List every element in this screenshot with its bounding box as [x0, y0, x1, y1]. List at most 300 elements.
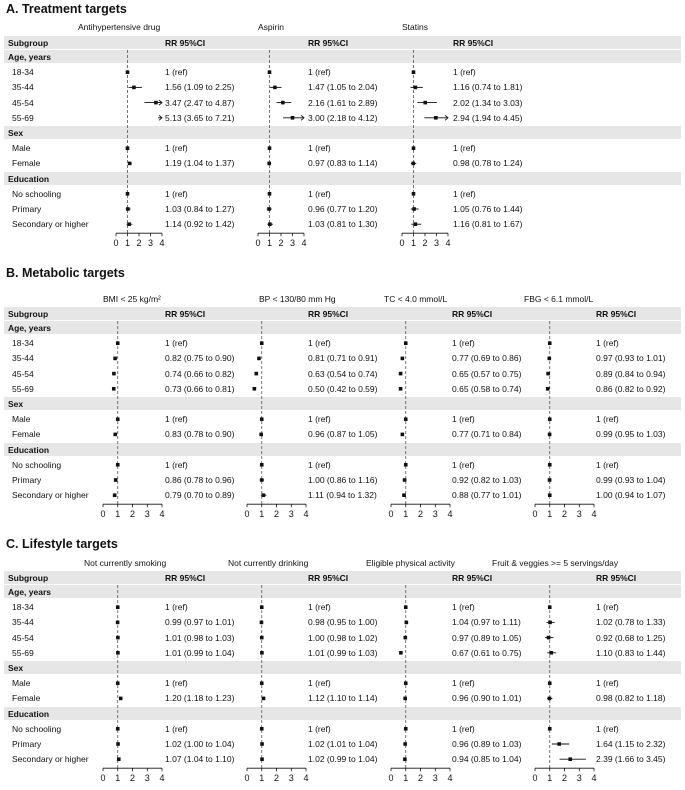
x-tick-label: 1 [266, 238, 273, 249]
point-estimate [399, 372, 403, 376]
x-tick-label: 1 [547, 509, 553, 520]
x-tick-label: 2 [129, 509, 136, 520]
rr-value: 0.99 (0.93 to 1.04) [596, 475, 666, 485]
rr-value: 1.47 (1.05 to 2.04) [308, 82, 378, 93]
rr-value: 0.77 (0.71 to 0.84) [452, 429, 522, 440]
x-tick-label: 1 [259, 773, 265, 784]
subgroup-label: Primary [12, 475, 42, 485]
column-name: Fruit & veggies >= 5 servings/day [492, 558, 619, 568]
point-estimate [281, 101, 285, 105]
rr-value: 1 (ref) [165, 143, 188, 154]
forest-plot [97, 585, 180, 790]
x-tick-label: 0 [399, 238, 405, 249]
rr-value: 0.97 (0.89 to 1.05) [452, 632, 522, 643]
rr-value: 1 (ref) [596, 459, 619, 470]
point-estimate [260, 681, 264, 685]
group-band [4, 50, 681, 63]
subgroup-label: 18-34 [12, 338, 34, 349]
point-estimate [546, 372, 550, 376]
x-tick-label: 0 [100, 773, 106, 784]
rr-value: 2.16 (1.61 to 2.89) [308, 97, 378, 108]
subgroup-label: 55-69 [12, 112, 34, 123]
point-estimate [434, 116, 438, 120]
point-estimate [119, 697, 123, 701]
x-tick-label: 3 [144, 773, 150, 784]
rr-value: 1.00 (0.86 to 1.16) [308, 475, 378, 485]
subgroup-label: Primary [12, 204, 42, 214]
forest-plot [241, 321, 324, 526]
group-label: Sex [8, 128, 24, 138]
rr-value: 2.39 (1.66 to 3.45) [596, 754, 666, 765]
subgroup-label: 55-69 [12, 647, 34, 658]
rr-value: 1 (ref) [453, 143, 476, 154]
point-estimate [412, 192, 416, 196]
x-tick-label: 3 [576, 773, 582, 784]
x-tick-label: 3 [147, 238, 154, 249]
point-estimate [404, 417, 408, 421]
subgroup-label: No schooling [12, 188, 62, 199]
rr-value: 1.11 (0.94 to 1.32) [308, 490, 377, 501]
rr-value: 0.98 (0.95 to 1.00) [308, 617, 378, 628]
forest-plot [529, 585, 612, 790]
rr-value: 1 (ref) [165, 67, 188, 78]
group-label: Age, years [8, 52, 51, 62]
x-tick-label: 0 [244, 773, 250, 784]
rr-value: 1 (ref) [596, 678, 619, 689]
point-estimate [112, 387, 116, 391]
group-label: Age, years [8, 587, 51, 597]
x-tick-label: 4 [303, 773, 309, 784]
rr-value: 1.16 (0.74 to 1.81) [453, 82, 523, 93]
rr-header: RR 95%CI [452, 309, 493, 319]
x-tick-label: 0 [244, 509, 250, 520]
x-tick-label: 0 [100, 509, 106, 520]
point-estimate [126, 207, 130, 211]
column-name: Not currently drinking [228, 558, 309, 568]
point-estimate [402, 493, 406, 497]
forest-plot [385, 321, 468, 526]
subgroup-label: 18-34 [12, 602, 34, 613]
x-tick-label: 3 [288, 773, 294, 784]
rr-value: 1 (ref) [452, 723, 475, 734]
group-band [4, 172, 681, 185]
subgroup-label: 45-54 [12, 97, 34, 108]
point-estimate [414, 86, 418, 90]
forest-plot [529, 321, 612, 526]
group-label: Education [8, 708, 50, 719]
point-estimate [253, 387, 257, 391]
subgroup-header: Subgroup [8, 309, 49, 319]
rr-value: 1 (ref) [165, 723, 188, 734]
rr-value: 1 (ref) [453, 188, 476, 199]
rr-value: 2.02 (1.34 to 3.03) [453, 97, 523, 108]
column-name: TC < 4.0 mmol/L [384, 294, 448, 304]
point-estimate [403, 742, 407, 746]
rr-value: 0.88 (0.77 to 1.01) [452, 490, 522, 501]
x-tick-label: 4 [447, 509, 453, 520]
x-tick-label: 2 [273, 509, 280, 520]
subgroup-label: Primary [12, 739, 42, 749]
forest-plot [110, 50, 180, 255]
rr-value: 1 (ref) [596, 414, 619, 425]
x-tick-label: 2 [561, 773, 568, 784]
x-tick-label: 2 [561, 509, 568, 520]
rr-header: RR 95%CI [453, 38, 494, 48]
x-tick-label: 4 [303, 509, 309, 520]
rr-value: 0.50 (0.42 to 0.59) [308, 383, 378, 394]
subgroup-label: 45-54 [12, 632, 34, 643]
point-estimate [262, 697, 266, 701]
point-estimate [260, 727, 264, 731]
point-estimate [268, 146, 272, 150]
rr-value: 1.01 (0.99 to 1.04) [165, 647, 235, 658]
rr-value: 0.65 (0.57 to 0.75) [452, 368, 522, 379]
x-tick-label: 3 [432, 773, 438, 784]
rr-value: 1 (ref) [308, 459, 331, 470]
rr-header: RR 95%CI [596, 573, 637, 583]
rr-value: 1.64 (1.15 to 2.32) [596, 739, 666, 749]
point-estimate [403, 757, 407, 761]
subgroup-label: 35-44 [12, 82, 34, 93]
rr-value: 0.81 (0.71 to 0.91) [308, 353, 378, 364]
x-tick-label: 2 [422, 238, 428, 249]
rr-value: 0.73 (0.66 to 0.81) [165, 383, 235, 394]
panel-title: A. Treatment targets [6, 2, 127, 16]
rr-value: 0.86 (0.82 to 0.92) [596, 383, 666, 394]
point-estimate [548, 433, 552, 437]
point-estimate [404, 636, 408, 640]
rr-value: 1 (ref) [308, 188, 331, 199]
point-estimate [548, 341, 552, 345]
x-tick-label: 1 [115, 773, 121, 784]
point-estimate [548, 621, 552, 625]
group-label: Education [8, 444, 50, 455]
rr-value: 1 (ref) [165, 602, 188, 613]
point-estimate [260, 341, 264, 345]
point-estimate [113, 433, 117, 437]
point-estimate [557, 742, 561, 746]
x-tick-label: 4 [591, 509, 597, 520]
x-tick-label: 3 [289, 238, 296, 249]
rr-value: 1.02 (1.01 to 1.04) [308, 739, 378, 749]
rr-value: 1.07 (1.04 to 1.10) [165, 754, 235, 765]
point-estimate [404, 681, 408, 685]
subgroup-label: Male [12, 678, 31, 689]
rr-value: 0.97 (0.93 to 1.01) [596, 353, 666, 364]
column-name: BP < 130/80 mm Hg [259, 294, 336, 304]
x-tick-label: 1 [410, 238, 417, 249]
group-label: Sex [8, 399, 24, 409]
x-tick-label: 0 [532, 773, 538, 784]
panel-title: B. Metabolic targets [6, 266, 125, 280]
rr-value: 1.19 (1.04 to 1.37) [165, 158, 235, 169]
rr-value: 1.03 (0.81 to 1.30) [308, 219, 378, 230]
point-estimate [128, 162, 132, 166]
point-estimate [548, 697, 552, 701]
point-estimate [404, 605, 408, 609]
point-estimate [127, 222, 131, 226]
rr-value: 5.13 (3.65 to 7.21) [165, 112, 235, 123]
rr-value: 1 (ref) [596, 338, 619, 349]
point-estimate [568, 757, 572, 761]
rr-value: 1.00 (0.98 to 1.02) [308, 632, 378, 643]
point-estimate [113, 357, 117, 361]
group-label: Education [8, 173, 50, 184]
subgroup-label: Male [12, 414, 31, 425]
point-estimate [423, 101, 427, 105]
point-estimate [548, 681, 552, 685]
x-tick-label: 0 [388, 773, 394, 784]
rr-value: 3.00 (2.18 to 4.12) [308, 112, 378, 123]
panel-title: C. Lifestyle targets [6, 537, 118, 551]
point-estimate [126, 192, 130, 196]
point-estimate [116, 651, 120, 655]
column-name: BMI < 25 kg/m² [103, 294, 161, 304]
point-estimate [116, 636, 120, 640]
point-estimate [412, 70, 416, 74]
rr-value: 1.02 (1.00 to 1.04) [165, 739, 235, 749]
x-tick-label: 0 [532, 509, 538, 520]
point-estimate [260, 742, 264, 746]
point-estimate [401, 433, 405, 437]
x-tick-label: 3 [288, 509, 294, 520]
rr-value: 1.20 (1.18 to 1.23) [165, 693, 235, 704]
point-estimate [291, 116, 295, 120]
point-estimate [126, 146, 130, 150]
subgroup-label: 45-54 [12, 368, 34, 379]
point-estimate [399, 387, 403, 391]
rr-value: 1.12 (1.10 to 1.14) [308, 693, 378, 704]
x-tick-label: 2 [273, 773, 280, 784]
point-estimate [257, 357, 261, 361]
rr-value: 0.92 (0.82 to 1.03) [452, 475, 522, 485]
rr-value: 0.98 (0.82 to 1.18) [596, 693, 666, 704]
rr-value: 0.89 (0.84 to 0.94) [596, 368, 666, 379]
forest-plot [241, 585, 324, 790]
subgroup-header: Subgroup [8, 573, 49, 583]
rr-value: 1 (ref) [452, 678, 475, 689]
point-estimate [113, 493, 117, 497]
subgroup-header: Subgroup [8, 38, 49, 48]
point-estimate [116, 727, 120, 731]
point-estimate [405, 621, 409, 625]
column-name: FBG < 6.1 mmol/L [524, 294, 594, 304]
rr-value: 1 (ref) [453, 67, 476, 78]
rr-value: 0.96 (0.90 to 1.01) [452, 693, 522, 704]
rr-value: 0.94 (0.85 to 1.04) [452, 754, 522, 765]
point-estimate [273, 86, 277, 90]
point-estimate [546, 387, 550, 391]
rr-value: 0.83 (0.78 to 0.90) [165, 429, 235, 440]
rr-value: 1.05 (0.76 to 1.44) [453, 204, 523, 214]
rr-value: 1 (ref) [452, 414, 475, 425]
point-estimate [404, 463, 408, 467]
rr-value: 1 (ref) [308, 602, 331, 613]
point-estimate [549, 651, 553, 655]
point-estimate [404, 727, 408, 731]
x-tick-label: 1 [115, 509, 121, 520]
rr-value: 0.67 (0.61 to 0.75) [452, 647, 522, 658]
rr-value: 1 (ref) [165, 414, 188, 425]
point-estimate [548, 493, 552, 497]
group-label: Age, years [8, 323, 51, 333]
x-tick-label: 2 [278, 238, 284, 249]
point-estimate [267, 207, 271, 211]
point-estimate [403, 697, 407, 701]
rr-value: 1.04 (0.97 to 1.11) [452, 617, 521, 628]
point-estimate [126, 70, 130, 74]
rr-header: RR 95%CI [165, 309, 206, 319]
subgroup-label: Female [12, 429, 41, 440]
group-band [4, 126, 681, 139]
point-estimate [414, 222, 418, 226]
x-tick-label: 3 [433, 238, 440, 249]
point-estimate [116, 463, 120, 467]
point-estimate [268, 192, 272, 196]
point-estimate [117, 757, 121, 761]
point-estimate [404, 341, 408, 345]
subgroup-label: 35-44 [12, 617, 34, 628]
x-tick-label: 2 [136, 238, 142, 249]
column-name: Aspirin [258, 22, 284, 32]
x-tick-label: 4 [301, 238, 307, 249]
rr-value: 0.96 (0.77 to 1.20) [308, 204, 378, 214]
subgroup-label: 35-44 [12, 353, 34, 364]
forest-plot [385, 585, 468, 790]
point-estimate [401, 357, 405, 361]
point-estimate [267, 162, 271, 166]
x-tick-label: 4 [159, 773, 165, 784]
point-estimate [254, 372, 258, 376]
rr-value: 1 (ref) [165, 188, 188, 199]
x-tick-label: 4 [591, 773, 597, 784]
rr-value: 1.14 (0.92 to 1.42) [165, 219, 235, 230]
point-estimate [260, 463, 264, 467]
point-estimate [112, 372, 116, 376]
x-tick-label: 1 [547, 773, 553, 784]
x-tick-label: 2 [417, 773, 424, 784]
x-tick-label: 3 [144, 509, 150, 520]
rr-value: 0.63 (0.54 to 0.74) [308, 368, 378, 379]
point-estimate [116, 742, 120, 746]
rr-value: 1.02 (0.78 to 1.33) [596, 617, 666, 628]
column-name: Antihypertensive drug [78, 22, 161, 32]
rr-value: 1 (ref) [596, 723, 619, 734]
point-estimate [260, 417, 264, 421]
point-estimate [412, 146, 416, 150]
rr-value: 1 (ref) [308, 723, 331, 734]
subgroup-label: Secondary or higher [12, 754, 89, 765]
subgroup-label: 55-69 [12, 383, 34, 394]
group-label: Sex [8, 663, 24, 673]
rr-value: 1.02 (0.99 to 1.04) [308, 754, 378, 765]
column-name: Statins [402, 22, 428, 32]
rr-value: 1 (ref) [165, 678, 188, 689]
rr-value: 1.16 (0.81 to 1.67) [453, 219, 523, 230]
subgroup-label: Secondary or higher [12, 490, 89, 501]
rr-header: RR 95%CI [165, 38, 206, 48]
point-estimate [116, 341, 120, 345]
x-tick-label: 2 [417, 509, 424, 520]
forest-plot [396, 50, 466, 255]
rr-value: 0.79 (0.70 to 0.89) [165, 490, 235, 501]
x-tick-label: 3 [576, 509, 582, 520]
point-estimate [548, 605, 552, 609]
x-tick-label: 3 [432, 509, 438, 520]
point-estimate [260, 605, 264, 609]
point-estimate [548, 478, 552, 482]
rr-value: 1 (ref) [308, 143, 331, 154]
x-tick-label: 0 [388, 509, 394, 520]
rr-value: 1.03 (0.84 to 1.27) [165, 204, 235, 214]
point-estimate [116, 621, 120, 625]
rr-value: 1.01 (0.99 to 1.03) [308, 647, 378, 658]
rr-value: 1.10 (0.83 to 1.44) [596, 647, 666, 658]
rr-value: 0.82 (0.75 to 0.90) [165, 353, 235, 364]
rr-header: RR 95%CI [308, 309, 349, 319]
subgroup-label: Secondary or higher [12, 219, 89, 230]
subgroup-label: No schooling [12, 459, 62, 470]
rr-value: 0.97 (0.83 to 1.14) [308, 158, 378, 169]
rr-value: 0.99 (0.95 to 1.03) [596, 429, 666, 440]
x-tick-label: 0 [255, 238, 261, 249]
x-tick-label: 4 [159, 238, 165, 249]
point-estimate [412, 207, 416, 211]
rr-value: 1 (ref) [165, 338, 188, 349]
rr-value: 1 (ref) [308, 678, 331, 689]
point-estimate [262, 493, 266, 497]
rr-header: RR 95%CI [596, 309, 637, 319]
subgroup-label: 18-34 [12, 67, 34, 78]
x-tick-label: 4 [159, 509, 165, 520]
point-estimate [260, 478, 264, 482]
rr-value: 1 (ref) [308, 338, 331, 349]
point-estimate [548, 463, 552, 467]
rr-value: 1 (ref) [308, 414, 331, 425]
column-name: Eligible physical activity [366, 558, 455, 568]
x-tick-label: 4 [447, 773, 453, 784]
point-estimate [116, 605, 120, 609]
point-estimate [260, 651, 264, 655]
point-estimate [260, 757, 264, 761]
point-estimate [547, 636, 551, 640]
rr-value: 1 (ref) [452, 338, 475, 349]
point-estimate [154, 101, 158, 105]
point-estimate [116, 681, 120, 685]
forest-plot [252, 50, 322, 255]
x-tick-label: 1 [403, 773, 409, 784]
rr-value: 0.86 (0.78 to 0.96) [165, 475, 235, 485]
rr-value: 0.99 (0.97 to 1.01) [165, 617, 235, 628]
rr-value: 1 (ref) [452, 602, 475, 613]
rr-value: 1 (ref) [165, 459, 188, 470]
point-estimate [548, 357, 552, 361]
x-tick-label: 1 [124, 238, 131, 249]
point-estimate [411, 162, 415, 166]
rr-header: RR 95%CI [452, 573, 493, 583]
subgroup-label: Male [12, 143, 31, 154]
rr-value: 0.96 (0.89 to 1.03) [452, 739, 522, 749]
subgroup-label: Female [12, 693, 41, 704]
point-estimate [548, 727, 552, 731]
x-tick-label: 4 [445, 238, 451, 249]
x-tick-label: 0 [113, 238, 119, 249]
rr-value: 3.47 (2.47 to 4.87) [165, 97, 235, 108]
rr-value: 0.74 (0.66 to 0.82) [165, 368, 235, 379]
rr-header: RR 95%CI [308, 38, 349, 48]
rr-value: 0.96 (0.87 to 1.05) [308, 429, 378, 440]
x-tick-label: 1 [403, 509, 409, 520]
